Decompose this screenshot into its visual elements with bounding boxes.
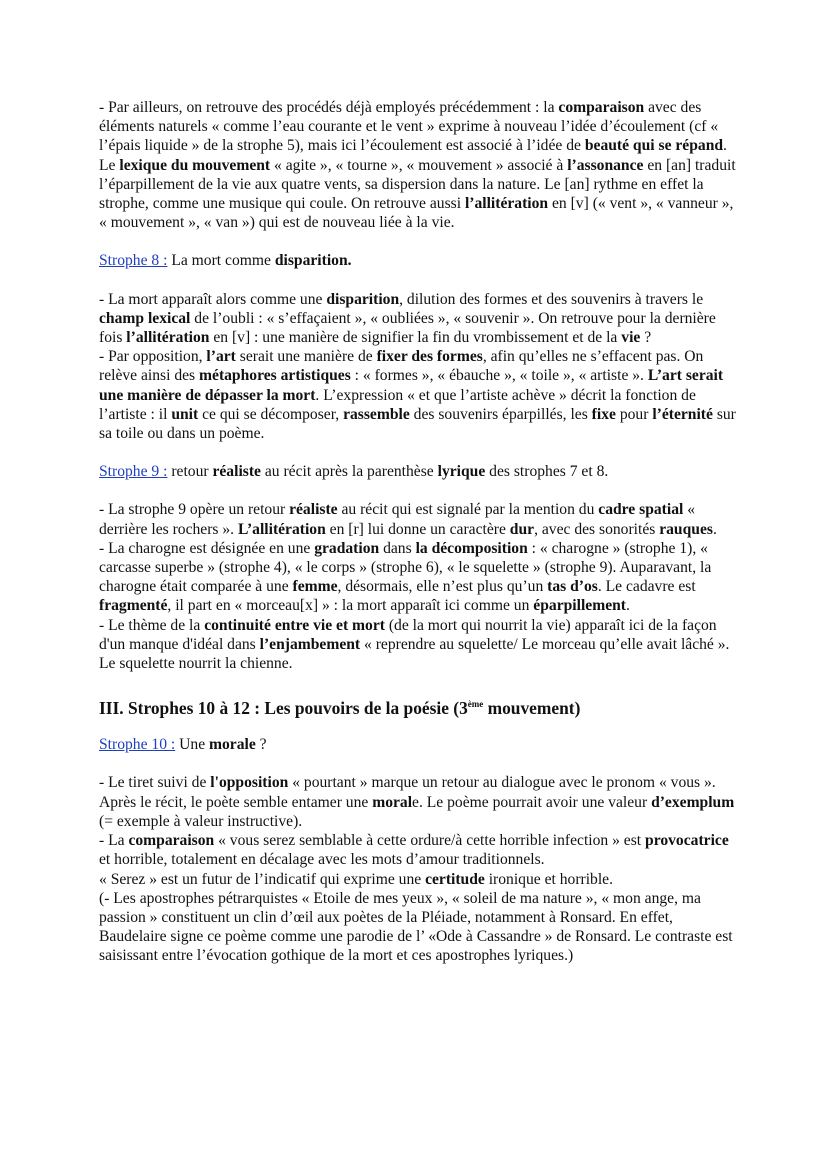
bold-text: l’éternité xyxy=(652,405,713,423)
strophe-10-link[interactable]: Strophe 10 : xyxy=(99,736,176,754)
bold-text: éparpillement xyxy=(533,597,626,615)
paragraph-retour-realiste: - La strophe 9 opère un retour réaliste au récit qui est signalé par la mention du cadre spatial « derrière les rochers ». L’allitération en [r] lui donne un caractère dur, avec des sonorités rauques. xyxy=(99,501,717,538)
bold-text: L’allitération xyxy=(237,520,326,538)
bold-text: métaphores artistiques xyxy=(199,367,351,385)
bold-text: rassemble xyxy=(343,405,410,423)
bold-text: provocatrice xyxy=(645,832,729,850)
bold-text: l’allitération xyxy=(126,329,210,347)
bold-text: fragmenté xyxy=(99,597,168,615)
strophe-9-subtitle: retour réaliste au récit après la parenthèse lyrique des strophes 7 et 8. xyxy=(167,463,609,481)
bold-text: fixe xyxy=(591,405,616,423)
paragraph-lexique-mouvement: Le lexique du mouvement « agite », « tourne », « mouvement » associé à l’assonance en [an] traduit l’éparpillement de la vie aux quatre vents, sa dispersion dans la nature. Le [an] rythme en effet la strophe, comme une musique qui coule. On retrouve aussi l’allitération en [v] (« vent », « vanneur », « mouvement », « van ») qui est de nouveau liée à la vie. xyxy=(99,156,736,232)
paragraph-gradation: - La charogne est désignée en une gradation dans la décomposition : « charogne » (strophe 1), « carcasse superbe » (strophe 4), « le corps » (strophe 6), « le squelette » (strophe 9). Auparavant, la charogne était comparée à une femme, désormais, elle n’est plus qu’un tas d’os. Le cadavre est fragmenté, il part en « morceau[x] » : la mort apparaît ici comme un éparpillement. xyxy=(99,539,712,615)
bold-text: d’exemplum xyxy=(651,793,735,811)
paragraph-opposition: - Le tiret suivi de l'opposition « pourtant » marque un retour au dialogue avec le pronom « vous ». Après le récit, le poète semble entamer une morale. Le poème pourrait avoir une valeur d’exemplum (= exemple à valeur instructive). xyxy=(99,774,735,830)
bold-text: dur xyxy=(509,520,535,538)
bold-text: tas d’os xyxy=(547,578,598,596)
strophe-9-link[interactable]: Strophe 9 : xyxy=(99,463,168,481)
bold-text: L’art serait une manière de dépasser la mort xyxy=(99,367,724,404)
bold-text: comparaison xyxy=(558,99,645,116)
strophe-8-subtitle: La mort comme disparition. xyxy=(167,252,352,270)
bold-text: continuité entre vie et mort xyxy=(204,616,385,634)
bold-text: la décomposition xyxy=(415,539,528,557)
bold-text: réaliste xyxy=(212,463,261,481)
bold-text: gradation xyxy=(314,539,380,557)
bold-text: certitude xyxy=(425,870,485,888)
bold-text: moral xyxy=(372,793,413,811)
bold-text: lyrique xyxy=(437,463,486,481)
heading-strophe-10 xyxy=(99,735,736,754)
bold-text: cadre spatial xyxy=(598,501,684,519)
paragraph-futur: « Serez » est un futur de l’indicatif qui exprime une certitude ironique et horrible. xyxy=(99,870,614,888)
section-heading-sup: ème xyxy=(467,699,484,710)
paragraph-comparaison: - Par ailleurs, on retrouve des procédés déjà employés précédemment : la comparaison avec des éléments naturels « comme l’eau courante et le vent » exprime à nouveau l’idée d’écoulement (cf « l’épais liquide » de la strophe 5), mais ici l’écoulement est associé à l’idée de beauté qui se répand. xyxy=(99,99,727,155)
bold-text: lexique du mouvement xyxy=(119,156,271,174)
strophe-10-subtitle: Une morale ? xyxy=(175,736,267,754)
paragraph-disparition: - La mort apparaît alors comme une disparition, dilution des formes et des souvenirs à travers le champ lexical de l’oubli : « s’effaçaient », « oubliées », « souvenir ». On retrouve pour la dernière fois l’allitération en [v] : une manière de signifier la fin du vrombissement et de la vie ? xyxy=(99,290,716,347)
bold-text: rauques xyxy=(659,520,713,538)
bold-text: l’assonance xyxy=(567,156,644,174)
section-heading-end: mouvement) xyxy=(483,698,581,719)
section-heading-iii xyxy=(99,697,736,719)
bold-text: vie xyxy=(621,329,641,347)
bold-text: l'opposition xyxy=(210,774,289,792)
bold-text: l’enjambement xyxy=(259,635,361,653)
paragraph-art: - Par opposition, l’art serait une manière de fixer des formes, afin qu’elles ne s’effacent pas. On relève ainsi des métaphores artistiques : « formes », « ébauche », « toile », « artiste ». L’art serait une manière de dépasser la mort. L’expression « et que l’artiste achève » décrit la fonction de l’artiste : il unit ce qui se décomposer, rassemble des souvenirs éparpillés, les fixe pour l’éternité sur sa toile ou dans un poème. xyxy=(99,348,736,443)
bold-text: disparition. xyxy=(274,252,352,270)
bold-text: l’allitération xyxy=(464,195,549,213)
bold-text: disparition xyxy=(326,290,400,308)
paragraph-continuite: - Le thème de la continuité entre vie et mort (de la mort qui nourrit la vie) apparaît ici de la façon d'un manque d'idéal dans l’enjambement « reprendre au squelette/ Le morceau qu’elle avait lâché ». Le squelette nourrit la chienne. xyxy=(99,616,730,673)
bold-text: beauté qui se répand xyxy=(584,137,724,155)
bold-text: femme xyxy=(292,578,338,596)
bold-text: champ lexical xyxy=(99,309,191,327)
heading-strophe-8 xyxy=(99,251,736,270)
heading-strophe-9 xyxy=(99,462,736,481)
bold-text: l’art xyxy=(206,348,236,366)
bold-text: unit xyxy=(171,405,199,423)
bold-text: comparaison xyxy=(128,832,215,850)
bold-text: morale xyxy=(209,736,256,754)
paragraph-apostrophes: (- Les apostrophes pétrarquistes « Etoile de mes yeux », « soleil de ma nature », « mon ange, ma passion » constituent un clin d’œil aux poètes de la Pléiade, notamment à Ronsard. En effet, Baudelaire signe ce poème comme une parodie de l’ «Ode à Cassandre » de Ronsard. Le contraste est saisissant entre l’évocation gothique de la mort et ces apostrophes lyriques.) xyxy=(99,889,733,965)
strophe-8-link[interactable]: Strophe 8 : xyxy=(99,252,168,270)
section-heading-text: III. Strophes 10 à 12 : Les pouvoirs de la poésie (3 xyxy=(99,698,468,719)
bold-text: réaliste xyxy=(289,501,338,519)
bold-text: fixer des formes xyxy=(376,348,483,366)
paragraph-comparaison-provocatrice: - La comparaison « vous serez semblable à cette ordure/à cette horrible infection » est provocatrice et horrible, totalement en décalage avec les mots d’amour traditionnels. xyxy=(99,832,729,869)
